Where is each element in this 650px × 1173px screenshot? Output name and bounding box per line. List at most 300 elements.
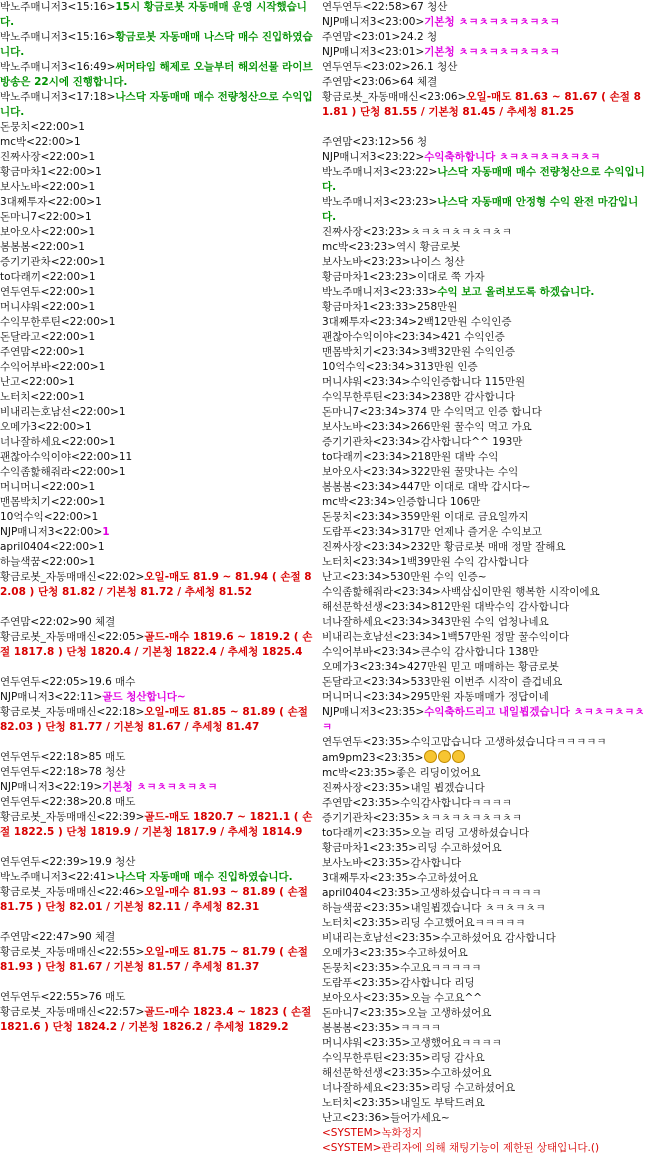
chat-text: 오일-매도 81.75 ~ 81.79 ( 손절 81.93 ) 단청 81.67 / 기본청 81.57 / 추세청 81.37	[0, 946, 308, 973]
chat-text: 313만원 인증	[413, 361, 478, 373]
chat-message	[322, 675, 648, 690]
chat-text: 322만원 꿀맛나는 수익	[410, 466, 519, 478]
chat-message	[322, 495, 648, 510]
message-spacer	[0, 600, 318, 615]
chat-text: 감사합니다^^ 193만	[420, 436, 523, 448]
chat-username: 연두연두<22:58>	[322, 1, 411, 13]
chat-message	[0, 165, 318, 180]
chat-username: 박노주매니저3<22:41>	[0, 871, 116, 883]
chat-text: 수고요ㅋㅋㅋㅋㅋ	[400, 962, 482, 974]
chat-username: 연두연두<22:55>	[0, 991, 89, 1003]
chat-text: 1	[98, 361, 106, 373]
chat-username: 괜찮아수익이야<22:00>	[0, 451, 119, 463]
chat-username: 진짜사장<22:00>	[0, 151, 89, 163]
chat-message	[322, 60, 648, 75]
chat-message	[0, 1005, 318, 1035]
chat-username: 머니샤워<22:00>	[0, 301, 89, 313]
chat-username: 맨몸박치기<23:34>	[322, 346, 421, 358]
chat-text: 수고하셨어요	[406, 947, 468, 959]
chat-text: 1	[88, 301, 96, 313]
chat-text: 오늘 고생하셨어요	[406, 1007, 492, 1019]
chat-text: 90 체결	[78, 931, 116, 943]
chat-text: 수익 보고 올려보도록 하겠습니다.	[437, 286, 595, 298]
chat-text: 421 수익인증	[440, 331, 505, 343]
chat-message	[322, 450, 648, 465]
chat-message	[322, 931, 648, 946]
chat-username: 오메가3<23:35>	[322, 947, 407, 959]
chat-text: 1	[88, 286, 96, 298]
chat-text: 1	[68, 376, 75, 388]
chat-username: 박노주매니저3<17:18>	[0, 91, 116, 103]
message-spacer	[0, 660, 318, 675]
chat-message	[322, 150, 648, 165]
chat-message	[0, 0, 318, 30]
chat-message	[322, 45, 648, 60]
chat-message	[0, 690, 318, 705]
chat-message	[0, 780, 318, 795]
chat-text: 530만원 수익 인증~	[390, 571, 487, 583]
chat-username: 황금로봇_자동매매신<22:05>	[0, 631, 145, 643]
chat-message	[322, 916, 648, 931]
chat-username: 노터치<23:35>	[322, 917, 401, 929]
chat-message	[322, 961, 648, 976]
chat-text: 들어가세요~	[390, 1112, 450, 1124]
chat-message	[322, 225, 648, 240]
chat-text: 238만 감사합니다	[430, 391, 515, 403]
chat-message	[0, 330, 318, 345]
chat-message	[0, 990, 318, 1005]
chat-text: 1	[118, 466, 126, 478]
chat-message	[322, 901, 648, 916]
chat-text: 1	[78, 121, 85, 133]
chat-message	[0, 180, 318, 195]
message-spacer	[0, 975, 318, 990]
chat-text: 447만 이대로 대박 갑시다~	[400, 481, 531, 493]
chat-message	[322, 375, 648, 390]
chat-message	[0, 765, 318, 780]
chat-username: 해선문학선생<23:35>	[322, 1067, 431, 1079]
chat-message	[322, 690, 648, 705]
chat-message	[0, 795, 318, 810]
chat-message	[322, 330, 648, 345]
chat-username: 봄봄봄<23:35>	[322, 1022, 401, 1034]
chat-message	[322, 1111, 648, 1126]
chat-username: 봄봄봄<23:34>	[322, 481, 401, 493]
chat-text: 수익고맙습니다 고생하셨습니다ㅋㅋㅋㅋㅋ	[410, 736, 607, 748]
chat-text: 1	[102, 526, 110, 538]
chat-text: 533만원 이번주 시작이 즐겁네요	[410, 676, 563, 688]
chat-text: 골드-매수 1819.6 ~ 1819.2 ( 손절 1817.8 ) 단청 1820.4 / 기본청 1822.4 / 추세청 1825.4	[0, 631, 313, 658]
chat-username: 비내리는호남선<23:34>	[322, 631, 441, 643]
chat-message	[0, 465, 318, 480]
chat-message	[0, 390, 318, 405]
chat-log-right-column	[322, 0, 648, 1173]
chat-username: 수익어부바<22:00>	[0, 361, 99, 373]
chat-username: 비내리는호남선<22:00>	[0, 406, 119, 418]
chat-username: 진짜사장<23:23>	[322, 226, 411, 238]
chat-message	[322, 871, 648, 886]
chat-username: am9pm23<23:35>	[322, 752, 424, 764]
chat-username: 수익무한루틴<23:35>	[322, 1052, 431, 1064]
chat-message	[322, 946, 648, 961]
chat-username: 박노주매니저3<16:49>	[0, 61, 116, 73]
chat-message	[322, 525, 648, 540]
chat-username: 황금로봇_자동매매신<22:55>	[0, 946, 145, 958]
chat-username: 황금로봇_자동매매신<23:06>	[322, 91, 467, 103]
chat-username: 보아오사<22:00>	[0, 226, 89, 238]
chat-username: 돈달라고<22:00>	[0, 331, 89, 343]
chat-message	[322, 1126, 648, 1141]
chat-username: 황금로봇_자동매매신<22:57>	[0, 1006, 145, 1018]
chat-username: NJP매니저3<22:19>	[0, 781, 103, 793]
chat-log-left-column	[0, 0, 318, 1173]
chat-username: 주연맘<23:12>	[322, 136, 401, 148]
chat-text: 85 매도	[88, 751, 126, 763]
chat-message	[322, 240, 648, 255]
chat-username: 황금마차1<23:33>	[322, 301, 418, 313]
chat-username: 보아오사<23:34>	[322, 466, 411, 478]
chat-username: 도람푸<23:35>	[322, 977, 401, 989]
chat-username: 진짜사장<23:34>	[322, 541, 411, 553]
chat-message	[0, 540, 318, 555]
chat-username: 오메가3<22:00>	[0, 421, 85, 433]
chat-username: 박노주매니저3<15:16>	[0, 1, 116, 13]
chat-message	[0, 255, 318, 270]
chat-text: 1	[78, 241, 85, 253]
chat-text: 1	[91, 511, 99, 523]
chat-message	[322, 90, 648, 120]
chat-username: april0404<22:00>	[0, 541, 98, 553]
chat-text: 1	[88, 226, 96, 238]
chat-text: 오일-매수 81.93 ~ 81.89 ( 손절 81.75 ) 단청 82.01 / 기본청 82.11 / 추세청 82.31	[0, 886, 308, 913]
chat-text: 내일 뵙겠습니다	[410, 782, 485, 794]
chat-username: 노터치<23:35>	[322, 1097, 401, 1109]
chat-username: 돈마니7<22:00>	[0, 211, 85, 223]
chat-text: 나스닥 자동매매 안정형 수익 완전 마감입니다.	[322, 196, 639, 223]
chat-message	[0, 570, 318, 600]
chat-message	[322, 766, 648, 781]
chat-message	[0, 705, 318, 735]
chat-text: 오늘 수고요^^	[410, 992, 483, 1004]
chat-text: 1	[88, 181, 96, 193]
chat-message	[322, 285, 648, 300]
chat-text: 317만 언제나 즐거운 수익보고	[400, 526, 542, 538]
chat-username: 수익무한루틴<23:34>	[322, 391, 431, 403]
chat-message	[0, 630, 318, 660]
chat-text: 황금로봇 자동매매 나스닥 매수 진입하였습니다.	[0, 31, 313, 58]
chat-text: 266만원 꿀수익 먹고 가요	[410, 421, 532, 433]
chat-username: 돈달라고<23:34>	[322, 676, 411, 688]
chat-message	[0, 525, 318, 540]
chat-username: 주연맘<23:35>	[322, 797, 401, 809]
chat-message	[0, 270, 318, 285]
chat-text: 90 체결	[78, 616, 116, 628]
chat-message	[322, 811, 648, 826]
chat-message	[322, 630, 648, 645]
chat-message	[322, 0, 648, 15]
chat-username: 너나잘하세요<23:35>	[322, 1082, 431, 1094]
chat-message	[0, 930, 318, 945]
chat-username: 보사노바<22:00>	[0, 181, 89, 193]
chat-message	[0, 510, 318, 525]
chat-message	[0, 420, 318, 435]
chat-username: NJP매니저3<22:11>	[0, 691, 103, 703]
chat-username: mc박<23:23>	[322, 241, 396, 253]
chat-text: 인증합니다 106만	[396, 496, 481, 508]
chat-message	[322, 540, 648, 555]
chat-username: 머니머니<22:00>	[0, 481, 89, 493]
chat-message	[322, 1006, 648, 1021]
chat-text: 64 체결	[400, 76, 438, 88]
chat-username: 연두연두<23:35>	[322, 736, 411, 748]
chat-text: 오일-매도 81.85 ~ 81.89 ( 손절 82.03 ) 단청 81.77 / 기본청 81.67 / 추세청 81.47	[0, 706, 308, 733]
chat-text: 1	[88, 481, 96, 493]
chat-username: 황금로봇_자동매매신<22:39>	[0, 811, 145, 823]
chat-username: 난고<22:00>	[0, 376, 69, 388]
chat-username: 황금마차1<23:23>	[322, 271, 418, 283]
chat-username: 증기기관차<23:34>	[322, 436, 421, 448]
chat-message	[322, 1096, 648, 1111]
chat-text: 골드-매수 1823.4 ~ 1823 ( 손절 1821.6 ) 단청 1824.2 / 기본청 1826.2 / 추세청 1829.2	[0, 1006, 312, 1033]
chat-message	[0, 210, 318, 225]
chat-text: 19.6 매수	[88, 676, 136, 688]
chat-username: 괜찮아수익이야<23:34>	[322, 331, 441, 343]
chat-username: 돈마니7<23:34>	[322, 406, 407, 418]
chat-text: 1	[88, 271, 96, 283]
chat-message	[322, 510, 648, 525]
chat-text: 1	[78, 391, 85, 403]
chat-text: 374 만 수익먹고 인증 합니다	[406, 406, 542, 418]
chat-message	[322, 705, 648, 735]
chat-text: 수익인증합니다 115만원	[410, 376, 526, 388]
chat-username: 연두연두<22:18>	[0, 766, 89, 778]
chat-message	[0, 495, 318, 510]
chat-username: 주연맘<22:47>	[0, 931, 79, 943]
chat-username: 난고<23:36>	[322, 1112, 391, 1124]
chat-username: 돈마니7<23:35>	[322, 1007, 407, 1019]
chat-username: 머니머니<23:34>	[322, 691, 411, 703]
chat-text: 수익축하드리고 내일뵙겠습니다 ㅊㅋㅊㅋㅊㅋㅊㅋ	[322, 706, 645, 733]
chat-text: 1	[74, 136, 81, 148]
chat-message	[322, 315, 648, 330]
chat-message	[0, 870, 318, 885]
chat-text: 258만원	[417, 301, 458, 313]
chat-username: 황금마차1<23:35>	[322, 842, 418, 854]
message-spacer	[322, 120, 648, 135]
chat-message	[322, 1051, 648, 1066]
chat-text: ㅋㅋㅋㅋ	[400, 1022, 441, 1034]
chat-username: 연두연두<22:05>	[0, 676, 89, 688]
chat-message	[322, 886, 648, 901]
chat-message	[0, 945, 318, 975]
chat-message	[322, 660, 648, 675]
chat-text: 내일도 부탁드려요	[400, 1097, 485, 1109]
chat-text: 고생했어요ㅋㅋㅋㅋ	[410, 1037, 502, 1049]
chat-username: 너나잘하세요<22:00>	[0, 436, 109, 448]
chat-username: 봄봄봄<22:00>	[0, 241, 79, 253]
chat-message	[0, 30, 318, 60]
chat-username: 주연맘<22:02>	[0, 616, 79, 628]
chat-text: 수익축하합니다 ㅊㅋㅊㅋㅊㅋㅊㅋㅊㅋ	[424, 151, 601, 163]
chat-text: 기본청 ㅊㅋㅊㅋㅊㅋㅊㅋ	[102, 781, 218, 793]
chat-text: 1	[84, 211, 92, 223]
chat-username: 노터치<23:34>	[322, 556, 401, 568]
chat-text: 내일뵙겠습니다 ㅊㅋㅊㅋㅊㅋ	[410, 902, 546, 914]
chat-text: 리딩 수고하셨어요	[430, 1082, 516, 1094]
chat-message	[0, 810, 318, 840]
chat-message	[322, 270, 648, 285]
chat-username: 황금로봇_자동매매신<22:02>	[0, 571, 145, 583]
chat-message	[0, 675, 318, 690]
chat-message	[322, 570, 648, 585]
chat-username: 수익어부바<23:34>	[322, 646, 421, 658]
chat-message	[0, 375, 318, 390]
chat-text: 기본청 ㅊㅋㅊㅋㅊㅋㅊㅋㅊㅋ	[424, 16, 560, 28]
chat-username: 수익좀핥해줘라<22:00>	[0, 466, 119, 478]
chat-message	[322, 615, 648, 630]
chat-text: 56 청	[400, 136, 428, 148]
chat-username: 주연맘<23:01>	[322, 31, 401, 43]
chat-text: 골드 청산합니다~	[102, 691, 186, 703]
chat-text: 20.8 매도	[88, 796, 136, 808]
chat-text: 오일-매도 81.9 ~ 81.94 ( 손절 82.08 ) 단청 81.82 / 기본청 81.72 / 추세청 81.52	[0, 571, 312, 598]
chat-message	[322, 1141, 648, 1156]
chat-message	[322, 796, 648, 811]
chat-username: 해선문학선생<23:34>	[322, 601, 431, 613]
chat-message	[0, 750, 318, 765]
chat-text: 218만원 대박 수익	[410, 451, 499, 463]
chat-message	[0, 885, 318, 915]
chat-text: 26.1 청산	[410, 61, 458, 73]
chat-username: april0404<23:35>	[322, 887, 420, 899]
chat-username: 머니샤워<23:34>	[322, 376, 411, 388]
chat-message	[0, 135, 318, 150]
chat-text: 수익감사합니다ㅋㅋㅋㅋ	[400, 797, 512, 809]
chat-message	[322, 165, 648, 195]
chat-username: NJP매니저3<23:35>	[322, 706, 425, 718]
chat-username: mc박<22:00>	[0, 136, 74, 148]
chat-message	[322, 585, 648, 600]
chat-message	[322, 976, 648, 991]
chat-text: 1	[84, 421, 92, 433]
chat-message	[0, 315, 318, 330]
chat-message	[0, 480, 318, 495]
chat-text: 1	[88, 151, 96, 163]
chat-text: 오늘 리딩 고생하셨습니다	[410, 827, 530, 839]
message-spacer	[0, 735, 318, 750]
chat-text: 나이스 청산	[410, 256, 465, 268]
chat-message	[322, 30, 648, 45]
chat-text: 24.2 청	[400, 31, 438, 43]
chat-message	[322, 1066, 648, 1081]
chat-text: 녹화정지	[381, 1127, 423, 1139]
chat-username: 10억수익<23:34>	[322, 361, 414, 373]
chat-message	[322, 841, 648, 856]
chat-message	[322, 360, 648, 375]
chat-text: 343만원 수익 엄청나네요	[430, 616, 549, 628]
chat-username: 황금로봇_자동매매신<22:18>	[0, 706, 145, 718]
chat-username: 3대째투자<23:35>	[322, 872, 418, 884]
chat-username: NJP매니저3<23:22>	[322, 151, 425, 163]
chat-message	[0, 615, 318, 630]
chat-text: 1	[98, 496, 106, 508]
chat-message	[0, 60, 318, 90]
chat-text: ㅊㅋㅊㅋㅊㅋㅊㅋㅊㅋ	[410, 226, 512, 238]
chat-text: 오일-매도 81.63 ~ 81.67 ( 손절 81.81 ) 단청 81.55 / 기본청 81.45 / 추세청 81.25	[322, 91, 641, 118]
chat-message	[0, 855, 318, 870]
chat-text: 2백12만원 수익인증	[417, 316, 512, 328]
chat-username: 황금마차1<22:00>	[0, 166, 96, 178]
chat-text: 76 매도	[88, 991, 126, 1003]
chat-username: 10억수익<22:00>	[0, 511, 92, 523]
chat-text: 리딩 수고했어요ㅋㅋㅋㅋㅋ	[400, 917, 526, 929]
chat-message	[0, 345, 318, 360]
chat-message	[322, 195, 648, 225]
chat-username: 황금로봇_자동매매신<22:46>	[0, 886, 145, 898]
chat-text: 수고하셨어요 감사합니다	[440, 932, 556, 944]
chat-username: 연두연두<22:38>	[0, 796, 89, 808]
chat-text: 좋은 리딩이었어요	[396, 767, 481, 779]
chat-username: to다래끼<23:35>	[322, 827, 411, 839]
chat-message	[322, 345, 648, 360]
chat-text: 1	[95, 166, 102, 178]
chat-message	[322, 781, 648, 796]
chat-username: 박노주매니저3<23:33>	[322, 286, 438, 298]
chat-text: 1	[118, 406, 126, 418]
chat-text: 이대로 쭉 가자	[417, 271, 485, 283]
chat-text: 1	[97, 541, 105, 553]
chat-text: 고생하셨습니다ㅋㅋㅋㅋㅋ	[419, 887, 542, 899]
chat-username: 돈뭉치<22:00>	[0, 121, 79, 133]
chat-message	[322, 135, 648, 150]
chat-message	[0, 450, 318, 465]
chat-text: 19.9 청산	[88, 856, 136, 868]
chat-username: 난고<23:34>	[322, 571, 391, 583]
chat-text: 78 청산	[88, 766, 126, 778]
chat-username: 비내리는호남선<23:35>	[322, 932, 441, 944]
chat-username: 진짜사장<23:35>	[322, 782, 411, 794]
chat-message	[322, 991, 648, 1006]
chat-message	[322, 645, 648, 660]
chat-username: 증기기관차<22:00>	[0, 256, 99, 268]
chat-text: 감사합니다 리딩	[400, 977, 475, 989]
chat-message	[0, 300, 318, 315]
chat-message	[322, 465, 648, 480]
chat-text: 359만원 이대로 금요일까지	[400, 511, 529, 523]
chat-text: ㅊㅋㅊㅋㅊㅋㅊㅋㅊㅋ	[420, 812, 523, 824]
chat-message	[322, 420, 648, 435]
chat-message	[322, 390, 648, 405]
chat-username: NJP매니저3<23:01>	[322, 46, 425, 58]
chat-message	[322, 735, 648, 750]
chat-text: 295만원 자동매매가 정답이네	[410, 691, 549, 703]
chat-text: 11	[118, 451, 133, 463]
chat-text: 1	[78, 346, 85, 358]
chat-username: 주연맘<22:00>	[0, 346, 79, 358]
chat-message	[0, 120, 318, 135]
chat-username: 3대째투자<22:00>	[0, 196, 96, 208]
chat-text: 리딩 수고하셨어요	[417, 842, 502, 854]
chat-text: 1백39만원 수익 감사합니다	[400, 556, 529, 568]
chat-message	[322, 1036, 648, 1051]
chat-username: 연두연두<22:39>	[0, 856, 89, 868]
chat-username: 연두연두<22:18>	[0, 751, 89, 763]
chat-message	[322, 300, 648, 315]
smiley-face-icon	[452, 750, 465, 763]
chat-text: 사백삼십이만원 행복한 시작이에요	[440, 586, 600, 598]
chat-text: 리딩 감사요	[430, 1052, 485, 1064]
chat-text: 1백57만원 정말 꿀수익이다	[440, 631, 570, 643]
